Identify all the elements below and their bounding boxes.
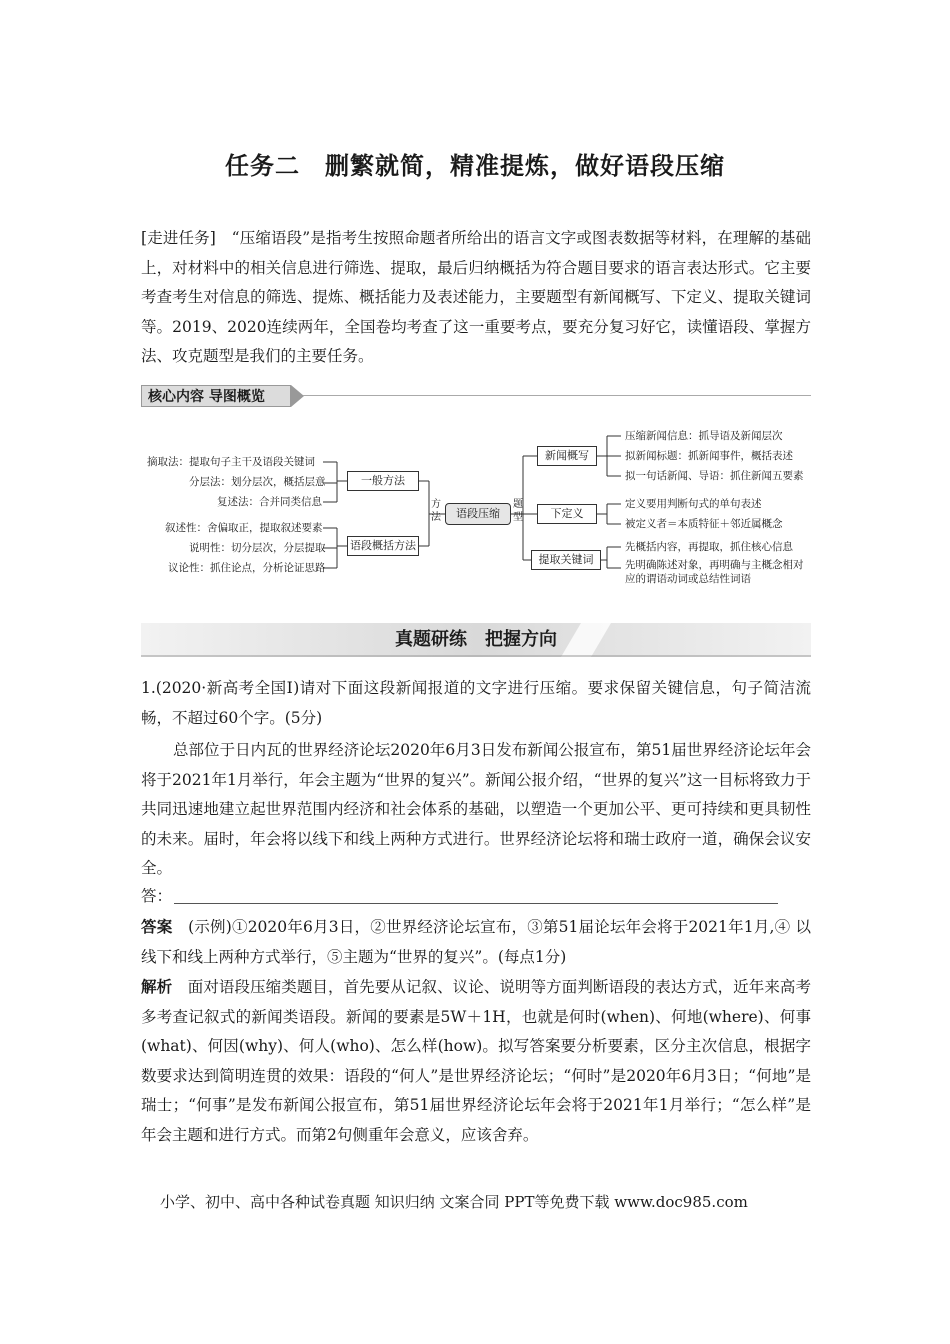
intro-paragraph [141, 224, 811, 372]
type-item: 定义要用判断句式的单句表述 [625, 498, 762, 510]
type-item: 先明确陈述对象，再明确与主概念相对 [625, 559, 804, 571]
banner-arrow-icon [291, 385, 305, 407]
mind-map-diagram [141, 418, 811, 588]
method-item: 分层法：划分层次，概括层意 [189, 476, 326, 488]
intro-text: “压缩语段”是指考生按照命题者所给出的语言文字或图表数据等材料，在理解的基础上，对材料中的相关信息进行筛选、提取，最后归纳概括为符合题目要求的语言表达形式。它主要考查考生对信息的筛选、提炼、概括能力及表述能力，主要题型有新闻概写、下定义、提取关键词等。2019、2020连续两年，全国卷均考查了这一重要考点，要充分复习好它，读懂语段、掌握方法、攻克题型是我们的主要任务。 [141, 229, 811, 365]
method-node: 语段概括方法 [347, 536, 419, 556]
method-item: 摘取法：提取句子主干及语段关键词 [147, 456, 315, 468]
method-item: 议论性：抓住论点，分析论证思路 [168, 562, 326, 574]
analysis-paragraph [141, 972, 811, 1150]
answer-text: (示例)①2020年6月3日，②世界经济论坛宣布，③第51届论坛年会将于2021年1月,④ 以线下和线上两种方式举行，⑤主题为“世界的复兴”。(每点1分) [141, 918, 811, 966]
type-item: 应的谓语动词或总结性词语 [625, 573, 751, 585]
type-item: 被定义者＝本质特征＋邻近属概念 [625, 518, 783, 530]
type-side-label: 题型 [513, 499, 523, 523]
section-banner-core [141, 385, 811, 407]
type-node: 新闻概写 [537, 446, 597, 466]
analysis-label: 解析 [141, 977, 173, 996]
question-text: 1.(2020·新高考全国Ⅰ)请对下面这段新闻报道的文字进行压缩。要求保留关键信息，句子简洁流畅，不超过60个字。(5分) [141, 679, 811, 727]
method-item: 叙述性：舍偏取正，提取叙述要素 [165, 522, 323, 534]
answer-paragraph [141, 912, 811, 972]
page-title: 任务二 删繁就简，精准提炼，做好语段压缩 [225, 152, 725, 180]
type-item: 压缩新闻信息：抓导语及新闻层次 [625, 430, 783, 442]
section-banner-practice [141, 623, 811, 657]
method-item: 复述法：合并同类信息 [217, 496, 322, 508]
answer-prompt: 答： [141, 887, 173, 905]
page-footer: 小学、初中、高中各种试卷真题 知识归纳 文案合同 PPT等免费下载 www.doc985.com [160, 1193, 748, 1211]
method-item: 说明性：切分层次，分层提取 [189, 542, 326, 554]
type-item: 拟新闻标题：抓新闻事件，概括表述 [625, 450, 793, 462]
type-item: 拟一句话新闻、导语：抓住新闻五要素 [625, 470, 804, 482]
section-label: 真题研练 把握方向 [395, 629, 557, 650]
type-node: 下定义 [537, 504, 597, 524]
analysis-text: 面对语段压缩类题目，首先要从记叙、议论、说明等方面判断语段的表达方式，近年来高考多考查记叙式的新闻类语段。新闻的要素是5W＋1H，也就是何时(when)、何地(where)、何事(what)、何因(why)、何人(who)、怎么样(how)。拟写答案要分析要素，区分主次信息，根据字数要求达到简明连贯的效果：语段的“何人”是世界经济论坛；“何时”是2020年6月3日；“何地”是瑞士；“何事”是发布新闻公报宣布，第51届世界经济论坛年会将于2021年1月举行；“怎么样”是年会主题和进行方式。而第2句侧重年会意义，应该舍弃。 [141, 978, 811, 1144]
section-label: 核心内容 导图概览 [141, 385, 291, 407]
answer-label: 答案 [141, 917, 173, 936]
intro-tag: [走进任务] [141, 229, 216, 247]
answer-blank-line [174, 903, 778, 904]
type-node: 提取关键词 [531, 550, 601, 570]
method-node: 一般方法 [347, 471, 419, 491]
news-passage: 总部位于日内瓦的世界经济论坛2020年6月3日发布新闻公报宣布，第51届世界经济论坛年会将于2021年1月举行，年会主题为“世界的复兴”。新闻公报介绍，“世界的复兴”这一目标将致力于共同迅速地建立起世界范围内经济和社会体系的基础，以塑造一个更加公平、更可持续和更具韧性的未来。届时，年会将以线下和线上两种方式进行。世界经济论坛将和瑞士政府一道，确保会议安全。 [141, 741, 812, 877]
type-item: 先概括内容，再提取，抓住核心信息 [625, 541, 793, 553]
center-node: 语段压缩 [445, 503, 511, 525]
method-side-label: 方法 [431, 499, 441, 523]
banner-rule [303, 395, 811, 396]
